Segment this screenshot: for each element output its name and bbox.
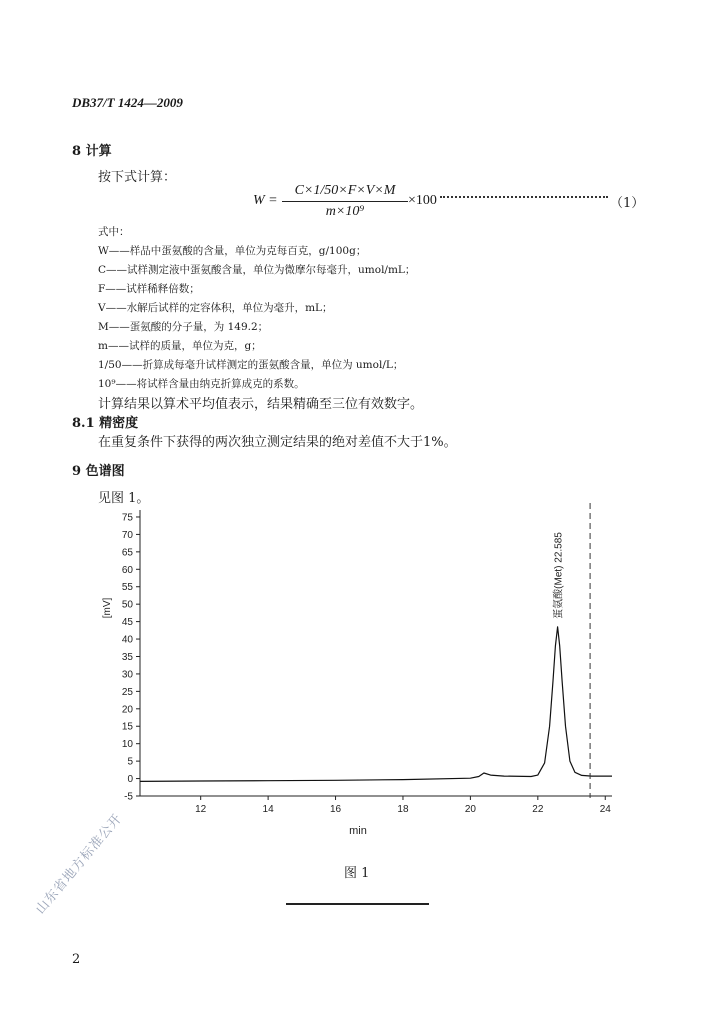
definition-item: C——试样测定液中蛋氨酸含量，单位为微摩尔每毫升，umol/mL；: [98, 264, 416, 276]
section-8-intro: 按下式计算：: [98, 170, 177, 185]
definition-item: 1/50——折算成每毫升试样测定的蛋氨酸含量，单位为 umol/L；: [98, 359, 404, 371]
section-8-title: 8 计算: [72, 144, 112, 159]
section-8-1-text: 在重复条件下获得的两次独立测定结果的绝对差值不大于1%。: [98, 435, 457, 450]
y-tick-label: 75: [121, 512, 133, 524]
definition-item: V——水解后试样的定容体积，单位为毫升，mL；: [98, 302, 333, 314]
y-tick-label: 0: [127, 774, 133, 786]
peak-label: 蛋氨酸(Met) 22.585: [553, 532, 565, 619]
definition-item: F——试样稀释倍数；: [98, 283, 200, 295]
chromatogram-trace: [140, 627, 612, 782]
section-9-title: 9 色谱图: [72, 464, 125, 479]
y-tick-label: 65: [121, 547, 133, 559]
x-axis-label: min: [349, 825, 367, 837]
x-tick-label: 24: [599, 804, 611, 815]
y-tick-label: -5: [124, 791, 133, 803]
y-tick-label: 55: [121, 582, 133, 594]
y-tick-label: 25: [121, 686, 133, 698]
y-tick-label: 30: [121, 669, 133, 681]
y-tick-label: 5: [127, 756, 133, 768]
definition-item: W——样品中蛋氨酸的含量，单位为克每百克，g/100g；: [98, 245, 367, 257]
y-tick-label: 40: [121, 634, 133, 646]
section-9-see: 见图 1。: [98, 491, 150, 506]
x-tick-label: 20: [464, 804, 476, 815]
section-8-1-title: 8.1 精密度: [72, 416, 139, 431]
page-number: 2: [72, 952, 81, 967]
x-tick-label: 16: [329, 804, 342, 815]
y-tick-label: 50: [121, 599, 133, 611]
y-tick-label: 10: [121, 739, 133, 751]
end-rule: [286, 903, 429, 905]
y-tick-label: 20: [121, 704, 133, 716]
definition-item: M——蛋氨酸的分子量，为 149.2；: [98, 321, 269, 333]
figure-caption: 图 1: [344, 866, 370, 881]
y-axis-label: [mV]: [102, 597, 113, 619]
definition-item: 10⁹——将试样含量由纳克折算成克的系数。: [98, 378, 305, 390]
y-tick-label: 15: [121, 721, 133, 733]
x-tick-label: 18: [397, 804, 409, 815]
formula-numerator: C×1/50×F×V×M: [282, 183, 408, 202]
formula-equation-number: （1）: [610, 196, 645, 211]
x-tick-label: 12: [195, 804, 207, 815]
formula-multiplier: ×100: [408, 193, 437, 208]
formula-denominator: m×10⁹: [325, 204, 365, 219]
y-tick-label: 70: [121, 529, 133, 541]
y-tick-label: 45: [121, 617, 133, 629]
formula-lhs: W =: [253, 193, 278, 208]
where-label: 式中：: [98, 226, 130, 238]
y-tick-label: 35: [121, 651, 133, 663]
result-note: 计算结果以算术平均值表示，结果精确至三位有效数字。: [98, 397, 424, 412]
definition-item: m——试样的质量，单位为克，g；: [98, 340, 262, 352]
y-tick-label: 60: [121, 564, 133, 576]
x-tick-label: 14: [262, 804, 274, 815]
x-tick-label: 22: [532, 804, 544, 815]
watermark: 山东省地方标准公开: [33, 811, 126, 918]
document-id: DB37/T 1424—2009: [72, 95, 183, 110]
